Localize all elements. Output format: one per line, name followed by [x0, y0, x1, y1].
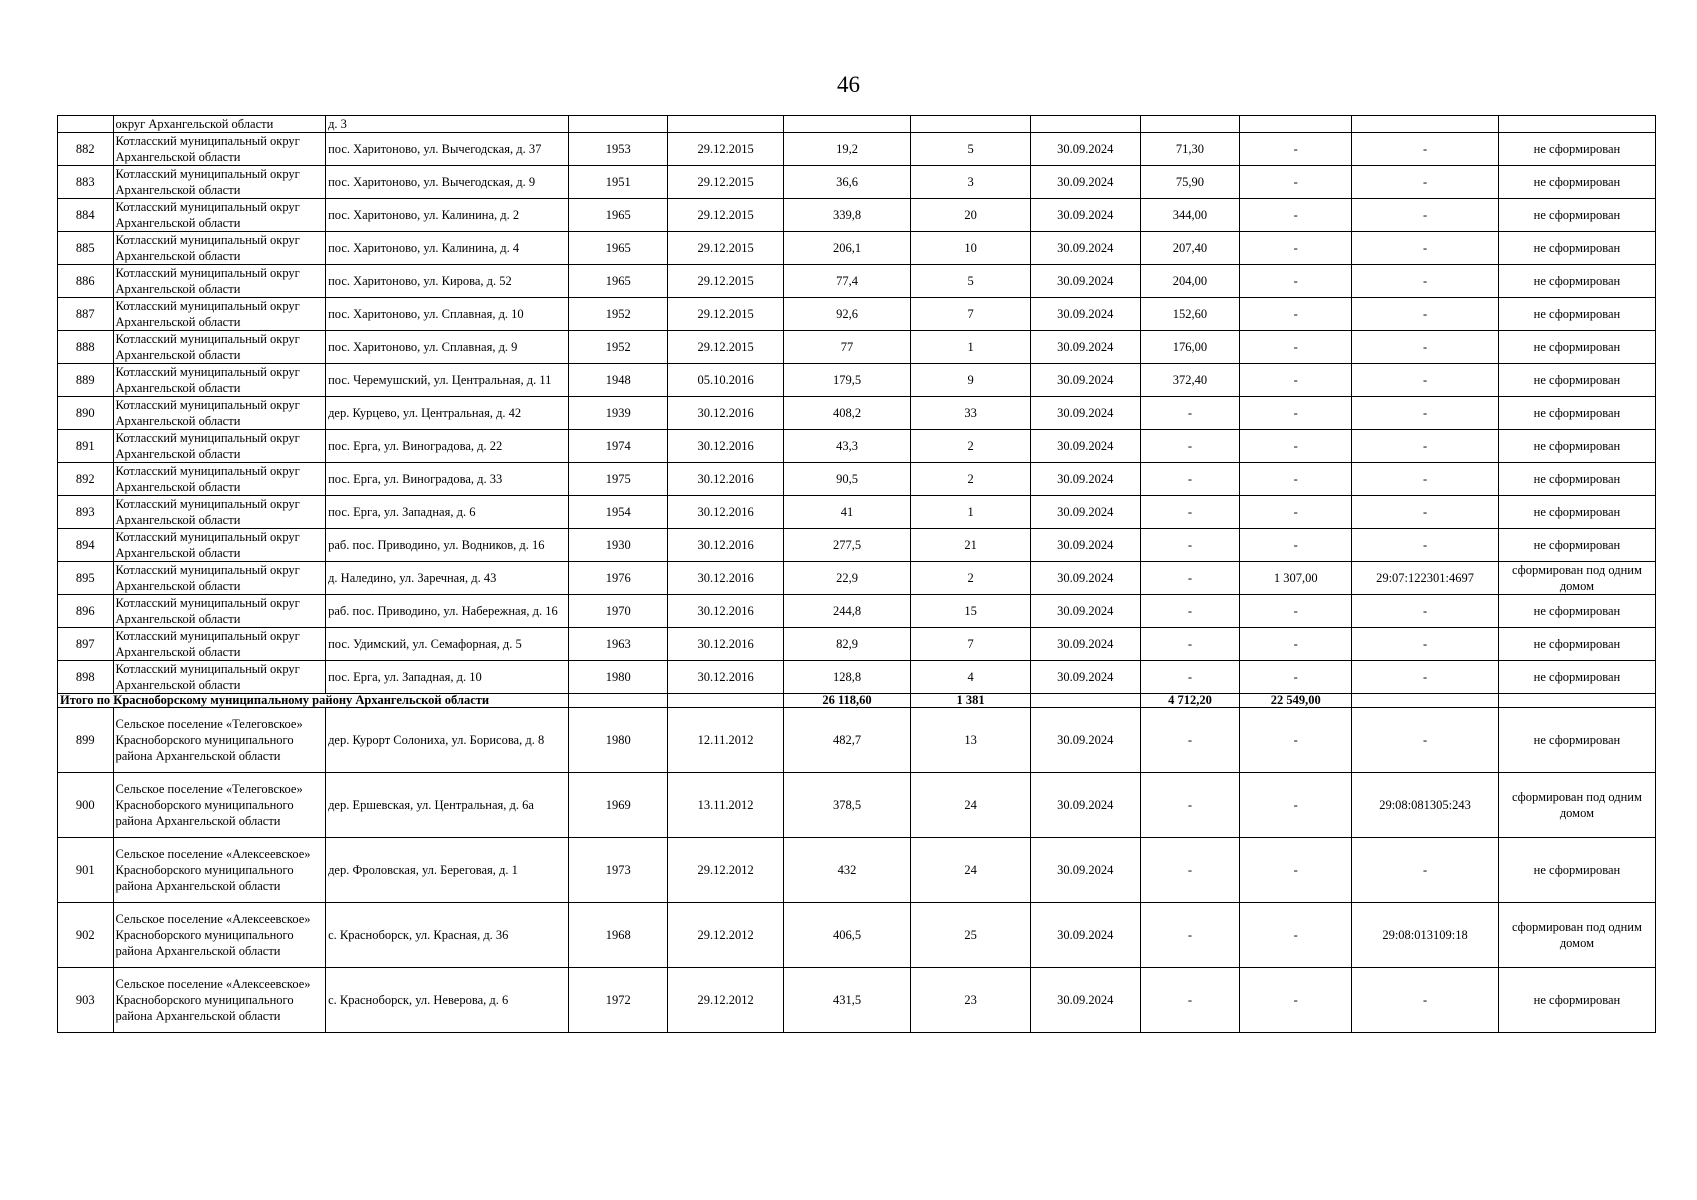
address-cell: пос. Харитоново, ул. Сплавная, д. 10 [326, 298, 569, 331]
year-built-cell: 1948 [569, 364, 668, 397]
row-number-cell: 894 [58, 529, 114, 562]
planned-date-cell: 30.09.2024 [1030, 298, 1140, 331]
year-built-cell: 1968 [569, 903, 668, 968]
land-area-cell: 71,30 [1140, 133, 1239, 166]
district-cell: Котласский муниципальный округ Архангельской области [113, 397, 326, 430]
plot-status-cell: не сформирован [1498, 628, 1655, 661]
plot-area-cell: - [1240, 397, 1352, 430]
area-cell: 179,5 [783, 364, 911, 397]
residents-cell: 2 [911, 562, 1030, 595]
district-cell: округ Архангельской области [113, 116, 326, 133]
address-cell: дер. Курорт Солониха, ул. Борисова, д. 8 [326, 708, 569, 773]
district-cell: Котласский муниципальный округ Архангельской области [113, 628, 326, 661]
row-number-cell: 893 [58, 496, 114, 529]
district-cell: Котласский муниципальный округ Архангельской области [113, 133, 326, 166]
district-cell: Котласский муниципальный округ Архангельской области [113, 265, 326, 298]
area-cell: 92,6 [783, 298, 911, 331]
district-cell: Сельское поселение «Телеговское» Красноборского муниципального района Архангельской области [113, 773, 326, 838]
plot-status-cell: сформирован под одним домом [1498, 903, 1655, 968]
district-cell: Сельское поселение «Алексеевское» Красноборского муниципального района Архангельской области [113, 903, 326, 968]
area-cell: 22,9 [783, 562, 911, 595]
table-row [58, 199, 1656, 232]
planned-date-cell: 30.09.2024 [1030, 397, 1140, 430]
table-row [58, 232, 1656, 265]
plot-status-cell: сформирован под одним домом [1498, 773, 1655, 838]
recognition-date-cell: 29.12.2015 [668, 232, 783, 265]
residents-cell: 7 [911, 298, 1030, 331]
district-cell: Сельское поселение «Телеговское» Красноборского муниципального района Архангельской области [113, 708, 326, 773]
plot-area-cell: - [1240, 166, 1352, 199]
total-area: 26 118,60 [783, 694, 911, 708]
plot-area-cell: - [1240, 529, 1352, 562]
address-cell: д. Наледино, ул. Заречная, д. 43 [326, 562, 569, 595]
residents-cell: 21 [911, 529, 1030, 562]
row-number-cell: 891 [58, 430, 114, 463]
plot-area-cell: - [1240, 331, 1352, 364]
planned-date-cell: 30.09.2024 [1030, 773, 1140, 838]
land-area-cell: - [1140, 708, 1239, 773]
residents-cell: 23 [911, 968, 1030, 1033]
address-cell: дер. Ершевская, ул. Центральная, д. 6а [326, 773, 569, 838]
planned-date-cell: 30.09.2024 [1030, 133, 1140, 166]
plot-status-cell: не сформирован [1498, 595, 1655, 628]
planned-date-cell: 30.09.2024 [1030, 595, 1140, 628]
land-area-cell: - [1140, 773, 1239, 838]
recognition-date-cell: 29.12.2012 [668, 903, 783, 968]
land-area-cell: - [1140, 903, 1239, 968]
area-cell: 77,4 [783, 265, 911, 298]
plot-status-cell: не сформирован [1498, 838, 1655, 903]
plot-area-cell: - [1240, 265, 1352, 298]
land-area-cell: - [1140, 838, 1239, 903]
plot-area-cell: - [1240, 595, 1352, 628]
land-area-cell: 372,40 [1140, 364, 1239, 397]
address-cell: пос. Ерга, ул. Виноградова, д. 33 [326, 463, 569, 496]
area-cell: 43,3 [783, 430, 911, 463]
year-built-cell: 1972 [569, 968, 668, 1033]
cadastral-number-cell: - [1352, 331, 1499, 364]
plot-area-cell: - [1240, 496, 1352, 529]
cadastral-number-cell: - [1352, 298, 1499, 331]
table-row [58, 773, 1656, 838]
planned-date-cell: 30.09.2024 [1030, 496, 1140, 529]
table-row [58, 529, 1656, 562]
table-row [58, 496, 1656, 529]
table-row [58, 331, 1656, 364]
cadastral-number-cell: - [1352, 199, 1499, 232]
plot-status-cell: не сформирован [1498, 968, 1655, 1033]
page-number: 46 [837, 72, 860, 97]
plot-area-cell: - [1240, 773, 1352, 838]
row-number-cell: 890 [58, 397, 114, 430]
cadastral-number-cell: - [1352, 430, 1499, 463]
row-number-cell: 901 [58, 838, 114, 903]
land-area-cell: 344,00 [1140, 199, 1239, 232]
plot-status-cell: сформирован под одним домом [1498, 562, 1655, 595]
recognition-date-cell: 30.12.2016 [668, 628, 783, 661]
plot-status-cell: не сформирован [1498, 331, 1655, 364]
year-built-cell: 1965 [569, 265, 668, 298]
district-cell: Котласский муниципальный округ Архангельской области [113, 331, 326, 364]
total-residents: 1 381 [911, 694, 1030, 708]
row-number-cell: 887 [58, 298, 114, 331]
residents-cell: 15 [911, 595, 1030, 628]
planned-date-cell: 30.09.2024 [1030, 708, 1140, 773]
plot-area-cell: - [1240, 232, 1352, 265]
area-cell: 244,8 [783, 595, 911, 628]
year-built-cell: 1973 [569, 838, 668, 903]
recognition-date-cell: 30.12.2016 [668, 562, 783, 595]
planned-date-cell: 30.09.2024 [1030, 331, 1140, 364]
residents-cell: 33 [911, 397, 1030, 430]
year-built-cell: 1976 [569, 562, 668, 595]
plot-area-cell: 1 307,00 [1240, 562, 1352, 595]
row-number-cell: 898 [58, 661, 114, 694]
recognition-date-cell: 30.12.2016 [668, 430, 783, 463]
area-cell: 82,9 [783, 628, 911, 661]
year-built-cell: 1970 [569, 595, 668, 628]
address-cell: пос. Черемушский, ул. Центральная, д. 11 [326, 364, 569, 397]
area-cell: 406,5 [783, 903, 911, 968]
recognition-date-cell: 12.11.2012 [668, 708, 783, 773]
district-cell: Сельское поселение «Алексеевское» Красноборского муниципального района Архангельской области [113, 838, 326, 903]
plot-area-cell: - [1240, 133, 1352, 166]
area-cell: 77 [783, 331, 911, 364]
row-number-cell: 882 [58, 133, 114, 166]
district-cell: Котласский муниципальный округ Архангельской области [113, 232, 326, 265]
plot-area-cell: - [1240, 463, 1352, 496]
land-area-cell: - [1140, 496, 1239, 529]
total-land-area: 4 712,20 [1140, 694, 1239, 708]
table-row [58, 628, 1656, 661]
district-cell: Котласский муниципальный округ Архангельской области [113, 430, 326, 463]
plot-area-cell: - [1240, 364, 1352, 397]
district-cell: Котласский муниципальный округ Архангельской области [113, 298, 326, 331]
planned-date-cell: 30.09.2024 [1030, 838, 1140, 903]
land-area-cell: - [1140, 562, 1239, 595]
cadastral-number-cell: - [1352, 133, 1499, 166]
area-cell: 408,2 [783, 397, 911, 430]
plot-area-cell: - [1240, 708, 1352, 773]
recognition-date-cell: 30.12.2016 [668, 397, 783, 430]
residents-cell: 7 [911, 628, 1030, 661]
district-cell: Котласский муниципальный округ Архангельской области [113, 496, 326, 529]
plot-status-cell: не сформирован [1498, 199, 1655, 232]
recognition-date-cell: 29.12.2015 [668, 331, 783, 364]
year-built-cell: 1965 [569, 199, 668, 232]
table-row [58, 364, 1656, 397]
land-area-cell: 152,60 [1140, 298, 1239, 331]
plot-area-cell: - [1240, 298, 1352, 331]
residents-cell: 9 [911, 364, 1030, 397]
cadastral-number-cell: 29:08:081305:243 [1352, 773, 1499, 838]
plot-status-cell: не сформирован [1498, 708, 1655, 773]
land-area-cell: 207,40 [1140, 232, 1239, 265]
cadastral-number-cell: 29:08:013109:18 [1352, 903, 1499, 968]
recognition-date-cell: 13.11.2012 [668, 773, 783, 838]
cadastral-number-cell: - [1352, 708, 1499, 773]
address-cell: пос. Удимский, ул. Семафорная, д. 5 [326, 628, 569, 661]
cadastral-number-cell: - [1352, 364, 1499, 397]
land-area-cell: - [1140, 661, 1239, 694]
cadastral-number-cell: - [1352, 397, 1499, 430]
land-area-cell: - [1140, 397, 1239, 430]
area-cell: 432 [783, 838, 911, 903]
district-cell: Котласский муниципальный округ Архангельской области [113, 166, 326, 199]
district-cell: Котласский муниципальный округ Архангельской области [113, 463, 326, 496]
planned-date-cell: 30.09.2024 [1030, 628, 1140, 661]
row-number-cell: 897 [58, 628, 114, 661]
cadastral-number-cell: - [1352, 838, 1499, 903]
plot-status-cell: не сформирован [1498, 397, 1655, 430]
plot-status-cell: не сформирован [1498, 496, 1655, 529]
land-area-cell: - [1140, 463, 1239, 496]
cadastral-number-cell: - [1352, 166, 1499, 199]
residents-cell: 1 [911, 331, 1030, 364]
row-number-cell: 884 [58, 199, 114, 232]
plot-status-cell: не сформирован [1498, 430, 1655, 463]
recognition-date-cell: 29.12.2012 [668, 968, 783, 1033]
planned-date-cell: 30.09.2024 [1030, 903, 1140, 968]
address-cell: дер. Курцево, ул. Центральная, д. 42 [326, 397, 569, 430]
recognition-date-cell: 30.12.2016 [668, 463, 783, 496]
district-cell: Котласский муниципальный округ Архангельской области [113, 562, 326, 595]
table-row [58, 562, 1656, 595]
plot-status-cell: не сформирован [1498, 166, 1655, 199]
recognition-date-cell: 29.12.2015 [668, 166, 783, 199]
residents-cell: 2 [911, 430, 1030, 463]
address-cell: пос. Харитоново, ул. Вычегодская, д. 9 [326, 166, 569, 199]
address-cell: пос. Ерга, ул. Западная, д. 10 [326, 661, 569, 694]
area-cell: 36,6 [783, 166, 911, 199]
year-built-cell: 1951 [569, 166, 668, 199]
row-number-cell: 883 [58, 166, 114, 199]
total-label: Итого по Красноборскому муниципальному району Архангельской области [58, 694, 569, 708]
area-cell: 19,2 [783, 133, 911, 166]
plot-area-cell: - [1240, 968, 1352, 1033]
recognition-date-cell: 29.12.2015 [668, 199, 783, 232]
recognition-date-cell: 29.12.2015 [668, 298, 783, 331]
year-built-cell: 1965 [569, 232, 668, 265]
year-built-cell: 1963 [569, 628, 668, 661]
address-cell: пос. Харитоново, ул. Калинина, д. 4 [326, 232, 569, 265]
address-cell: раб. пос. Приводино, ул. Водников, д. 16 [326, 529, 569, 562]
district-cell: Сельское поселение «Алексеевское» Красноборского муниципального района Архангельской области [113, 968, 326, 1033]
table-row [58, 298, 1656, 331]
district-cell: Котласский муниципальный округ Архангельской области [113, 364, 326, 397]
plot-area-cell: - [1240, 199, 1352, 232]
address-cell: пос. Харитоново, ул. Калинина, д. 2 [326, 199, 569, 232]
row-number-cell: 885 [58, 232, 114, 265]
residents-cell: 25 [911, 903, 1030, 968]
address-cell: раб. пос. Приводино, ул. Набережная, д. 16 [326, 595, 569, 628]
planned-date-cell: 30.09.2024 [1030, 364, 1140, 397]
plot-area-cell: - [1240, 903, 1352, 968]
area-cell: 41 [783, 496, 911, 529]
residents-cell: 5 [911, 265, 1030, 298]
area-cell: 378,5 [783, 773, 911, 838]
address-cell: пос. Харитоново, ул. Сплавная, д. 9 [326, 331, 569, 364]
table-row [58, 838, 1656, 903]
plot-status-cell: не сформирован [1498, 133, 1655, 166]
plot-status-cell: не сформирован [1498, 463, 1655, 496]
area-cell: 206,1 [783, 232, 911, 265]
row-number-cell: 903 [58, 968, 114, 1033]
continuation-row [58, 116, 1656, 133]
area-cell: 339,8 [783, 199, 911, 232]
land-area-cell: 75,90 [1140, 166, 1239, 199]
cadastral-number-cell: 29:07:122301:4697 [1352, 562, 1499, 595]
area-cell: 431,5 [783, 968, 911, 1033]
row-number-cell: 892 [58, 463, 114, 496]
residents-cell: 5 [911, 133, 1030, 166]
land-area-cell: - [1140, 968, 1239, 1033]
cadastral-number-cell: - [1352, 463, 1499, 496]
row-number-cell: 899 [58, 708, 114, 773]
table-row [58, 708, 1656, 773]
plot-status-cell: не сформирован [1498, 364, 1655, 397]
cadastral-number-cell: - [1352, 529, 1499, 562]
land-area-cell: - [1140, 595, 1239, 628]
area-cell: 277,5 [783, 529, 911, 562]
recognition-date-cell: 30.12.2016 [668, 595, 783, 628]
plot-status-cell: не сформирован [1498, 661, 1655, 694]
recognition-date-cell: 30.12.2016 [668, 496, 783, 529]
row-number-cell: 902 [58, 903, 114, 968]
plot-status-cell: не сформирован [1498, 232, 1655, 265]
row-number-cell: 889 [58, 364, 114, 397]
district-cell: Котласский муниципальный округ Архангельской области [113, 595, 326, 628]
residents-cell: 3 [911, 166, 1030, 199]
plot-status-cell: не сформирован [1498, 265, 1655, 298]
year-built-cell: 1974 [569, 430, 668, 463]
residents-cell: 10 [911, 232, 1030, 265]
table-row [58, 430, 1656, 463]
land-area-cell: - [1140, 430, 1239, 463]
planned-date-cell: 30.09.2024 [1030, 166, 1140, 199]
row-number-cell: 896 [58, 595, 114, 628]
residents-cell: 4 [911, 661, 1030, 694]
row-number-cell: 886 [58, 265, 114, 298]
address-cell: дер. Фроловская, ул. Береговая, д. 1 [326, 838, 569, 903]
table-row [58, 397, 1656, 430]
cadastral-number-cell: - [1352, 968, 1499, 1033]
planned-date-cell: 30.09.2024 [1030, 232, 1140, 265]
recognition-date-cell: 29.12.2015 [668, 133, 783, 166]
plot-status-cell: не сформирован [1498, 298, 1655, 331]
year-built-cell: 1952 [569, 298, 668, 331]
row-number-cell: 895 [58, 562, 114, 595]
cadastral-number-cell: - [1352, 628, 1499, 661]
row-number-cell: 900 [58, 773, 114, 838]
plot-area-cell: - [1240, 661, 1352, 694]
residents-cell: 1 [911, 496, 1030, 529]
district-cell: Котласский муниципальный округ Архангельской области [113, 199, 326, 232]
total-plot-area: 22 549,00 [1240, 694, 1352, 708]
address-cell: с. Красноборск, ул. Неверова, д. 6 [326, 968, 569, 1033]
land-area-cell: - [1140, 628, 1239, 661]
planned-date-cell: 30.09.2024 [1030, 529, 1140, 562]
year-built-cell: 1953 [569, 133, 668, 166]
cadastral-number-cell: - [1352, 595, 1499, 628]
planned-date-cell: 30.09.2024 [1030, 265, 1140, 298]
plot-area-cell: - [1240, 838, 1352, 903]
table-row [58, 968, 1656, 1033]
residents-cell: 2 [911, 463, 1030, 496]
plot-status-cell: не сформирован [1498, 529, 1655, 562]
year-built-cell: 1975 [569, 463, 668, 496]
plot-area-cell: - [1240, 628, 1352, 661]
district-cell: Котласский муниципальный округ Архангельской области [113, 529, 326, 562]
table-row [58, 463, 1656, 496]
area-cell: 90,5 [783, 463, 911, 496]
cadastral-number-cell: - [1352, 496, 1499, 529]
district-cell: Котласский муниципальный округ Архангельской области [113, 661, 326, 694]
residents-cell: 24 [911, 838, 1030, 903]
year-built-cell: 1969 [569, 773, 668, 838]
plot-area-cell: - [1240, 430, 1352, 463]
year-built-cell: 1930 [569, 529, 668, 562]
land-area-cell: 176,00 [1140, 331, 1239, 364]
recognition-date-cell: 30.12.2016 [668, 529, 783, 562]
year-built-cell: 1954 [569, 496, 668, 529]
address-cell: д. 3 [326, 116, 569, 133]
recognition-date-cell: 29.12.2012 [668, 838, 783, 903]
housing-registry-table [57, 115, 1656, 1033]
cadastral-number-cell: - [1352, 232, 1499, 265]
year-built-cell: 1939 [569, 397, 668, 430]
address-cell: пос. Ерга, ул. Западная, д. 6 [326, 496, 569, 529]
planned-date-cell: 30.09.2024 [1030, 199, 1140, 232]
cadastral-number-cell: - [1352, 265, 1499, 298]
recognition-date-cell: 29.12.2015 [668, 265, 783, 298]
planned-date-cell: 30.09.2024 [1030, 463, 1140, 496]
recognition-date-cell: 05.10.2016 [668, 364, 783, 397]
residents-cell: 24 [911, 773, 1030, 838]
planned-date-cell: 30.09.2024 [1030, 968, 1140, 1033]
land-area-cell: 204,00 [1140, 265, 1239, 298]
area-cell: 482,7 [783, 708, 911, 773]
year-built-cell: 1980 [569, 708, 668, 773]
recognition-date-cell: 30.12.2016 [668, 661, 783, 694]
address-cell: с. Красноборск, ул. Красная, д. 36 [326, 903, 569, 968]
table-row [58, 903, 1656, 968]
address-cell: пос. Ерга, ул. Виноградова, д. 22 [326, 430, 569, 463]
row-number-cell: 888 [58, 331, 114, 364]
planned-date-cell: 30.09.2024 [1030, 562, 1140, 595]
district-total-row [58, 694, 1656, 708]
cadastral-number-cell: - [1352, 661, 1499, 694]
residents-cell: 13 [911, 708, 1030, 773]
table-row [58, 166, 1656, 199]
address-cell: пос. Харитоново, ул. Вычегодская, д. 37 [326, 133, 569, 166]
table-row [58, 265, 1656, 298]
table-row [58, 661, 1656, 694]
year-built-cell: 1952 [569, 331, 668, 364]
table-row [58, 595, 1656, 628]
residents-cell: 20 [911, 199, 1030, 232]
planned-date-cell: 30.09.2024 [1030, 661, 1140, 694]
year-built-cell: 1980 [569, 661, 668, 694]
address-cell: пос. Харитоново, ул. Кирова, д. 52 [326, 265, 569, 298]
planned-date-cell: 30.09.2024 [1030, 430, 1140, 463]
land-area-cell: - [1140, 529, 1239, 562]
area-cell: 128,8 [783, 661, 911, 694]
table-row [58, 133, 1656, 166]
